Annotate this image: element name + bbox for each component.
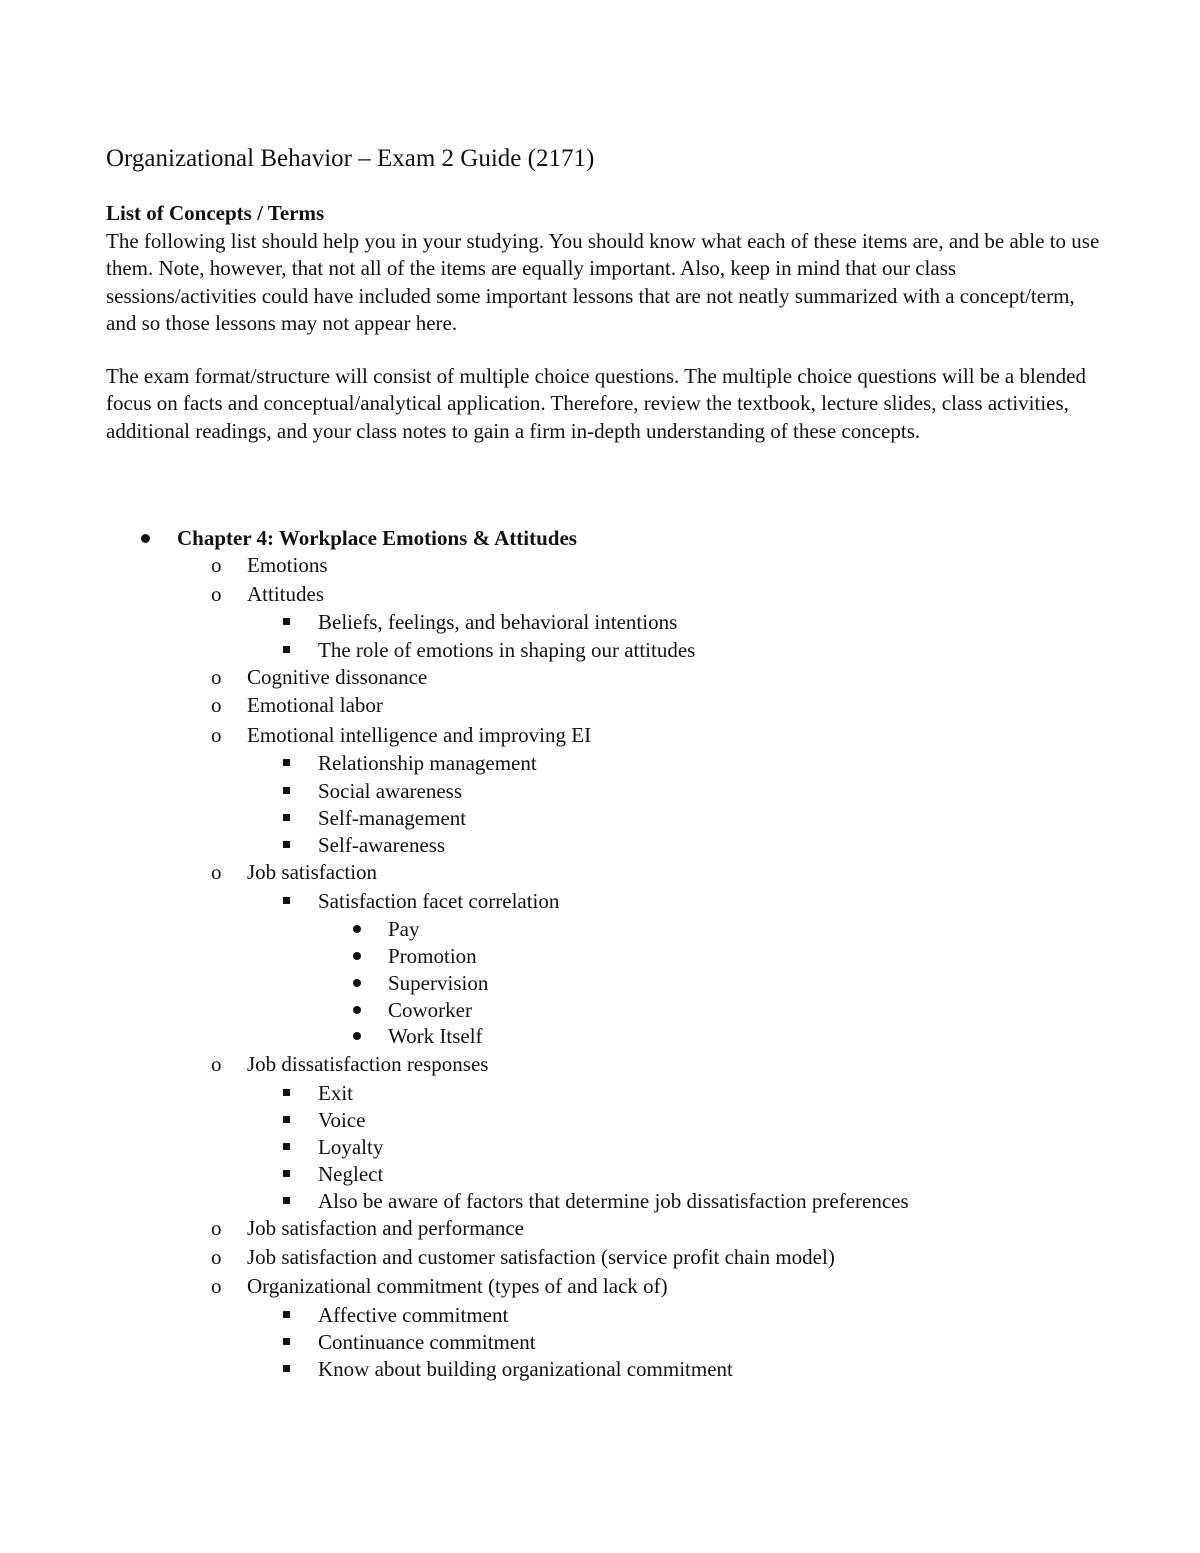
square-bullet-icon (283, 646, 290, 653)
square-bullet-icon (283, 618, 290, 625)
bullet-icon (141, 534, 150, 543)
list-item: Also be aware of factors that determine job dissatisfaction preferences (318, 1189, 909, 1213)
list-item: Coworker (388, 998, 472, 1022)
list-item: Self-awareness (318, 833, 446, 857)
list-item: Job satisfaction and performance (247, 1216, 524, 1240)
list-item: Exit (318, 1081, 353, 1105)
circle-bullet-icon: o (211, 693, 222, 717)
bullet-icon (353, 1032, 361, 1040)
list-item: Neglect (318, 1162, 384, 1186)
bullet-icon (353, 925, 361, 933)
list-item: Job satisfaction and customer satisfaction (service profit chain model) (247, 1245, 835, 1269)
square-bullet-icon (283, 1338, 290, 1345)
square-bullet-icon (283, 814, 290, 821)
chapter-heading: Chapter 4: Workplace Emotions & Attitudes (177, 526, 577, 550)
document-title: Organizational Behavior – Exam 2 Guide (2171) (106, 145, 595, 172)
list-item: Pay (388, 917, 420, 941)
list-item: Voice (318, 1108, 366, 1132)
list-item: Job satisfaction (247, 860, 378, 884)
exam-format-paragraph: The exam format/structure will consist of multiple choice questions. The multiple choice questions will be a blended focus on facts and conceptual/analytical application. Therefore, review the textbook, lecture slides, class activities, additional readings, and your class notes to gain a firm in-depth understanding of these concepts. (106, 364, 1086, 443)
square-bullet-icon (283, 1089, 290, 1096)
square-bullet-icon (283, 1143, 290, 1150)
square-bullet-icon (283, 1116, 290, 1123)
intro-paragraph: The following list should help you in your studying. You should know what each of these items are, and be able to use them. Note, however, that not all of the items are equally important. Also, keep in mind that our class sessions/activities could have included some important lessons that are not neatly summarized with a concept/term, and so those lessons may not appear here. (106, 229, 1100, 335)
list-item: Promotion (388, 944, 477, 968)
list-item: Social awareness (318, 779, 463, 803)
list-item: Relationship management (318, 751, 537, 775)
circle-bullet-icon: o (211, 1052, 222, 1076)
circle-bullet-icon: o (211, 723, 222, 747)
circle-bullet-icon: o (211, 1245, 222, 1269)
square-bullet-icon (283, 1365, 290, 1372)
list-item: Emotions (247, 553, 328, 577)
list-item: The role of emotions in shaping our attitudes (318, 638, 696, 662)
square-bullet-icon (283, 787, 290, 794)
list-item: Loyalty (318, 1135, 384, 1159)
circle-bullet-icon: o (211, 1216, 222, 1240)
list-item: Emotional labor (247, 693, 383, 717)
list-item: Cognitive dissonance (247, 665, 428, 689)
circle-bullet-icon: o (211, 665, 222, 689)
list-item: Work Itself (388, 1024, 483, 1048)
square-bullet-icon (283, 897, 290, 904)
square-bullet-icon (283, 1311, 290, 1318)
circle-bullet-icon: o (211, 582, 222, 606)
list-item: Beliefs, feelings, and behavioral intentions (318, 610, 678, 634)
list-item: Satisfaction facet correlation (318, 889, 560, 913)
circle-bullet-icon: o (211, 1274, 222, 1298)
circle-bullet-icon: o (211, 860, 222, 884)
list-item: Job dissatisfaction responses (247, 1052, 489, 1076)
list-item: Supervision (388, 971, 489, 995)
list-item: Self-management (318, 806, 467, 830)
circle-bullet-icon: o (211, 553, 222, 577)
list-item: Organizational commitment (types of and lack of) (247, 1274, 668, 1298)
list-item: Affective commitment (318, 1303, 509, 1327)
bullet-icon (353, 1006, 361, 1014)
list-item: Emotional intelligence and improving EI (247, 723, 592, 747)
square-bullet-icon (283, 1197, 290, 1204)
section-heading: List of Concepts / Terms (106, 201, 325, 225)
bullet-icon (353, 979, 361, 987)
square-bullet-icon (283, 1170, 290, 1177)
bullet-icon (353, 952, 361, 960)
square-bullet-icon (283, 841, 290, 848)
list-item: Continuance commitment (318, 1330, 536, 1354)
list-item: Attitudes (247, 582, 324, 606)
list-item: Know about building organizational commitment (318, 1357, 733, 1381)
square-bullet-icon (283, 759, 290, 766)
